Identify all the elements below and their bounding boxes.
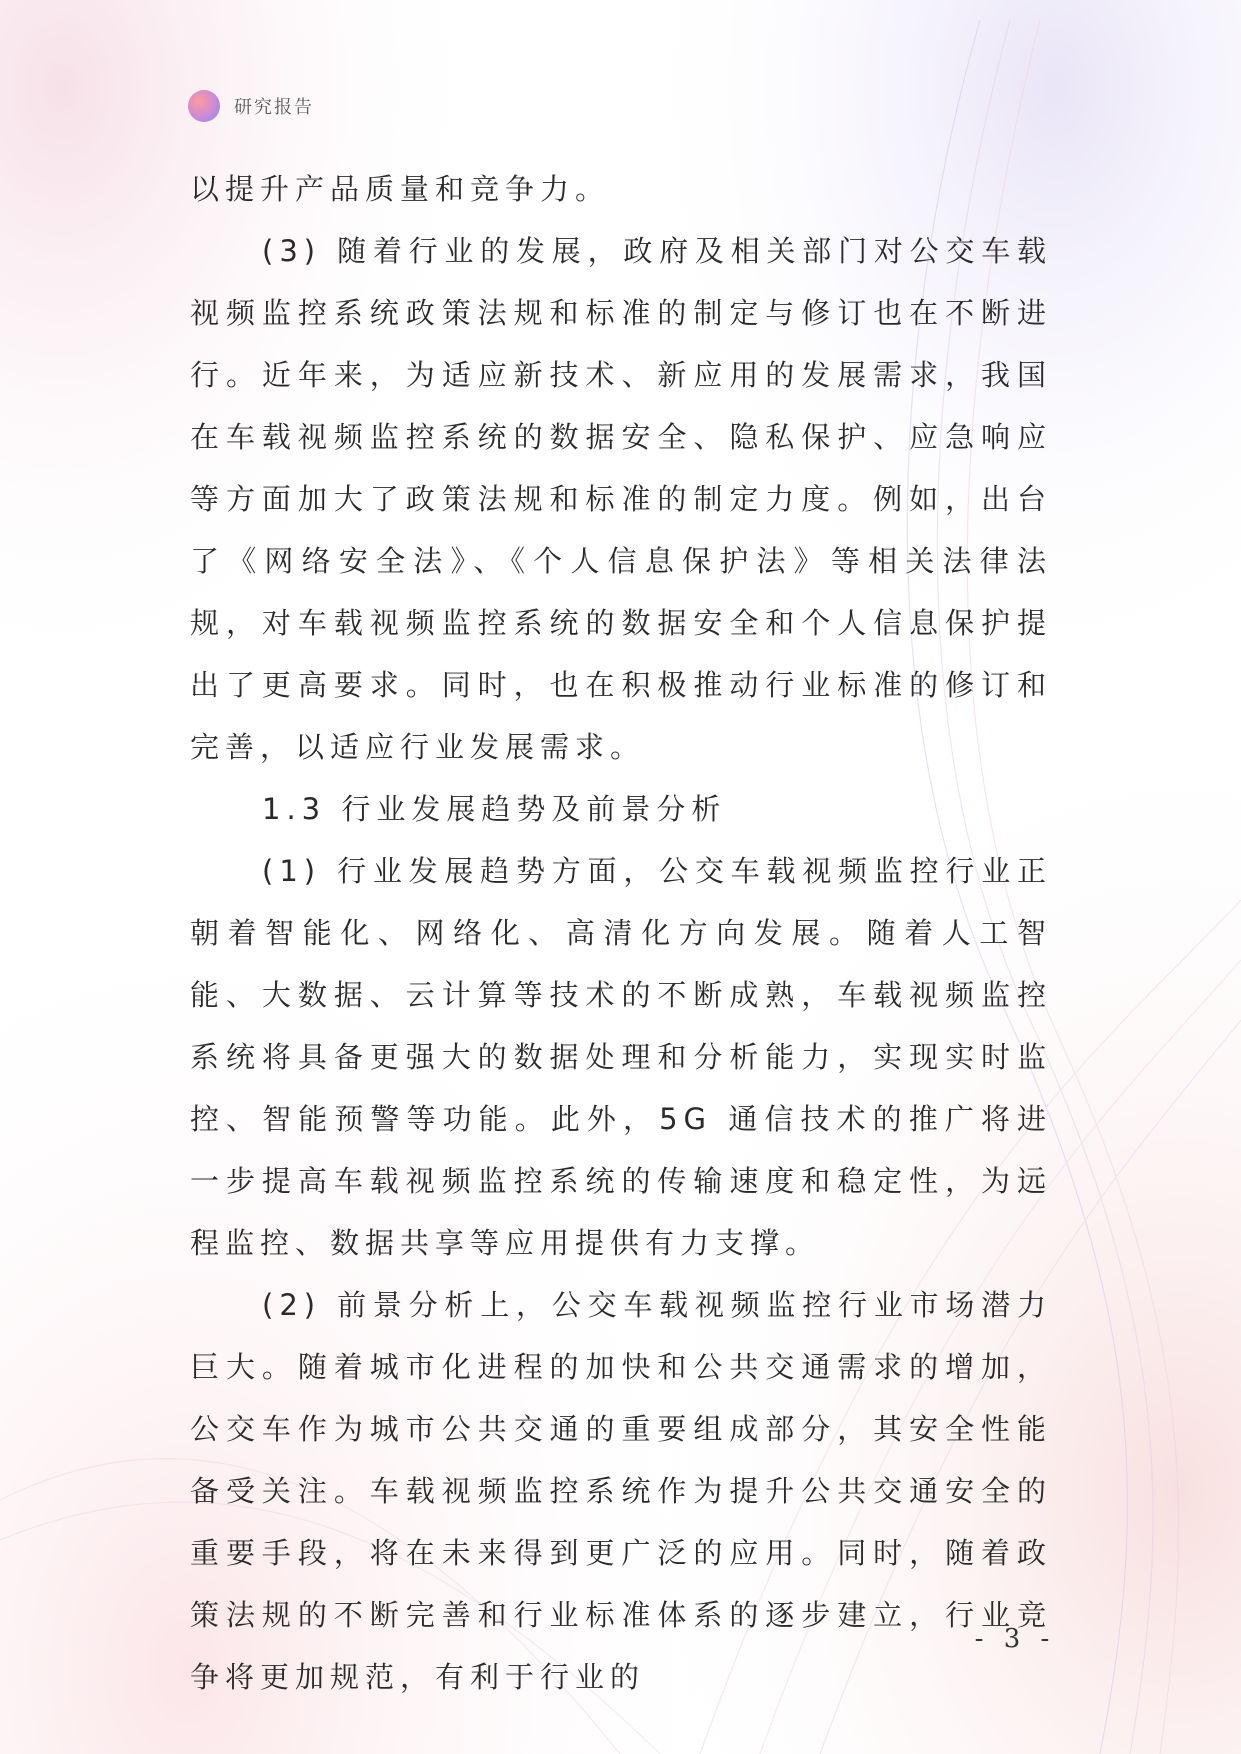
paragraph-continuation: 以提升产品质量和竞争力。 [190,172,611,206]
page-number: - 3 - [974,1624,1056,1654]
header-label: 研究报告 [234,97,314,118]
paragraph-3: (3) 随着行业的发展，政府及相关部门对公交车载视频监控系统政策法规和标准的制定与修订也在不断进行。近年来，为适应新技术、新应用的发展需求，我国在车载视频监控系统的数据安全、隐私保护、应急响应等方面加大了政策法规和标准的制定力度。例如，出台了《网络安全法》、《个人信息保护法》等相关法律法规，对车载视频监控系统的数据安全和个人信息保护提出了更高要求。同时，也在积极推动行业标准的修订和完善，以适应行业发展需求。 [190,234,1052,764]
paragraph-outlook: (2) 前景分析上，公交车载视频监控行业市场潜力巨大。随着城市化进程的加快和公共交通需求的增加，公交车作为城市公共交通的重要组成部分，其安全性能备受关注。车载视频监控系统作为提升公共交通安全的重要手段，将在未来得到更广泛的应用。同时，随着政策法规的不断完善和行业标准体系的逐步建立，行业竞争将更加规范，有利于行业的 [190,1288,1052,1694]
page-header [188,88,314,124]
paragraph-trend: (1) 行业发展趋势方面，公交车载视频监控行业正朝着智能化、网络化、高清化方向发展。随着人工智能、大数据、云计算等技术的不断成熟，车载视频监控系统将具备更强大的数据处理和分析能力，实现实时监控、智能预警等功能。此外，5G 通信技术的推广将进一步提高车载视频监控系统的传输速度和稳定性，为远程监控、数据共享等应用提供有力支撑。 [190,854,1052,1260]
section-heading: 1.3 行业发展趋势及前景分析 [262,792,727,826]
logo-icon [188,90,220,122]
body-text [190,158,1052,1708]
